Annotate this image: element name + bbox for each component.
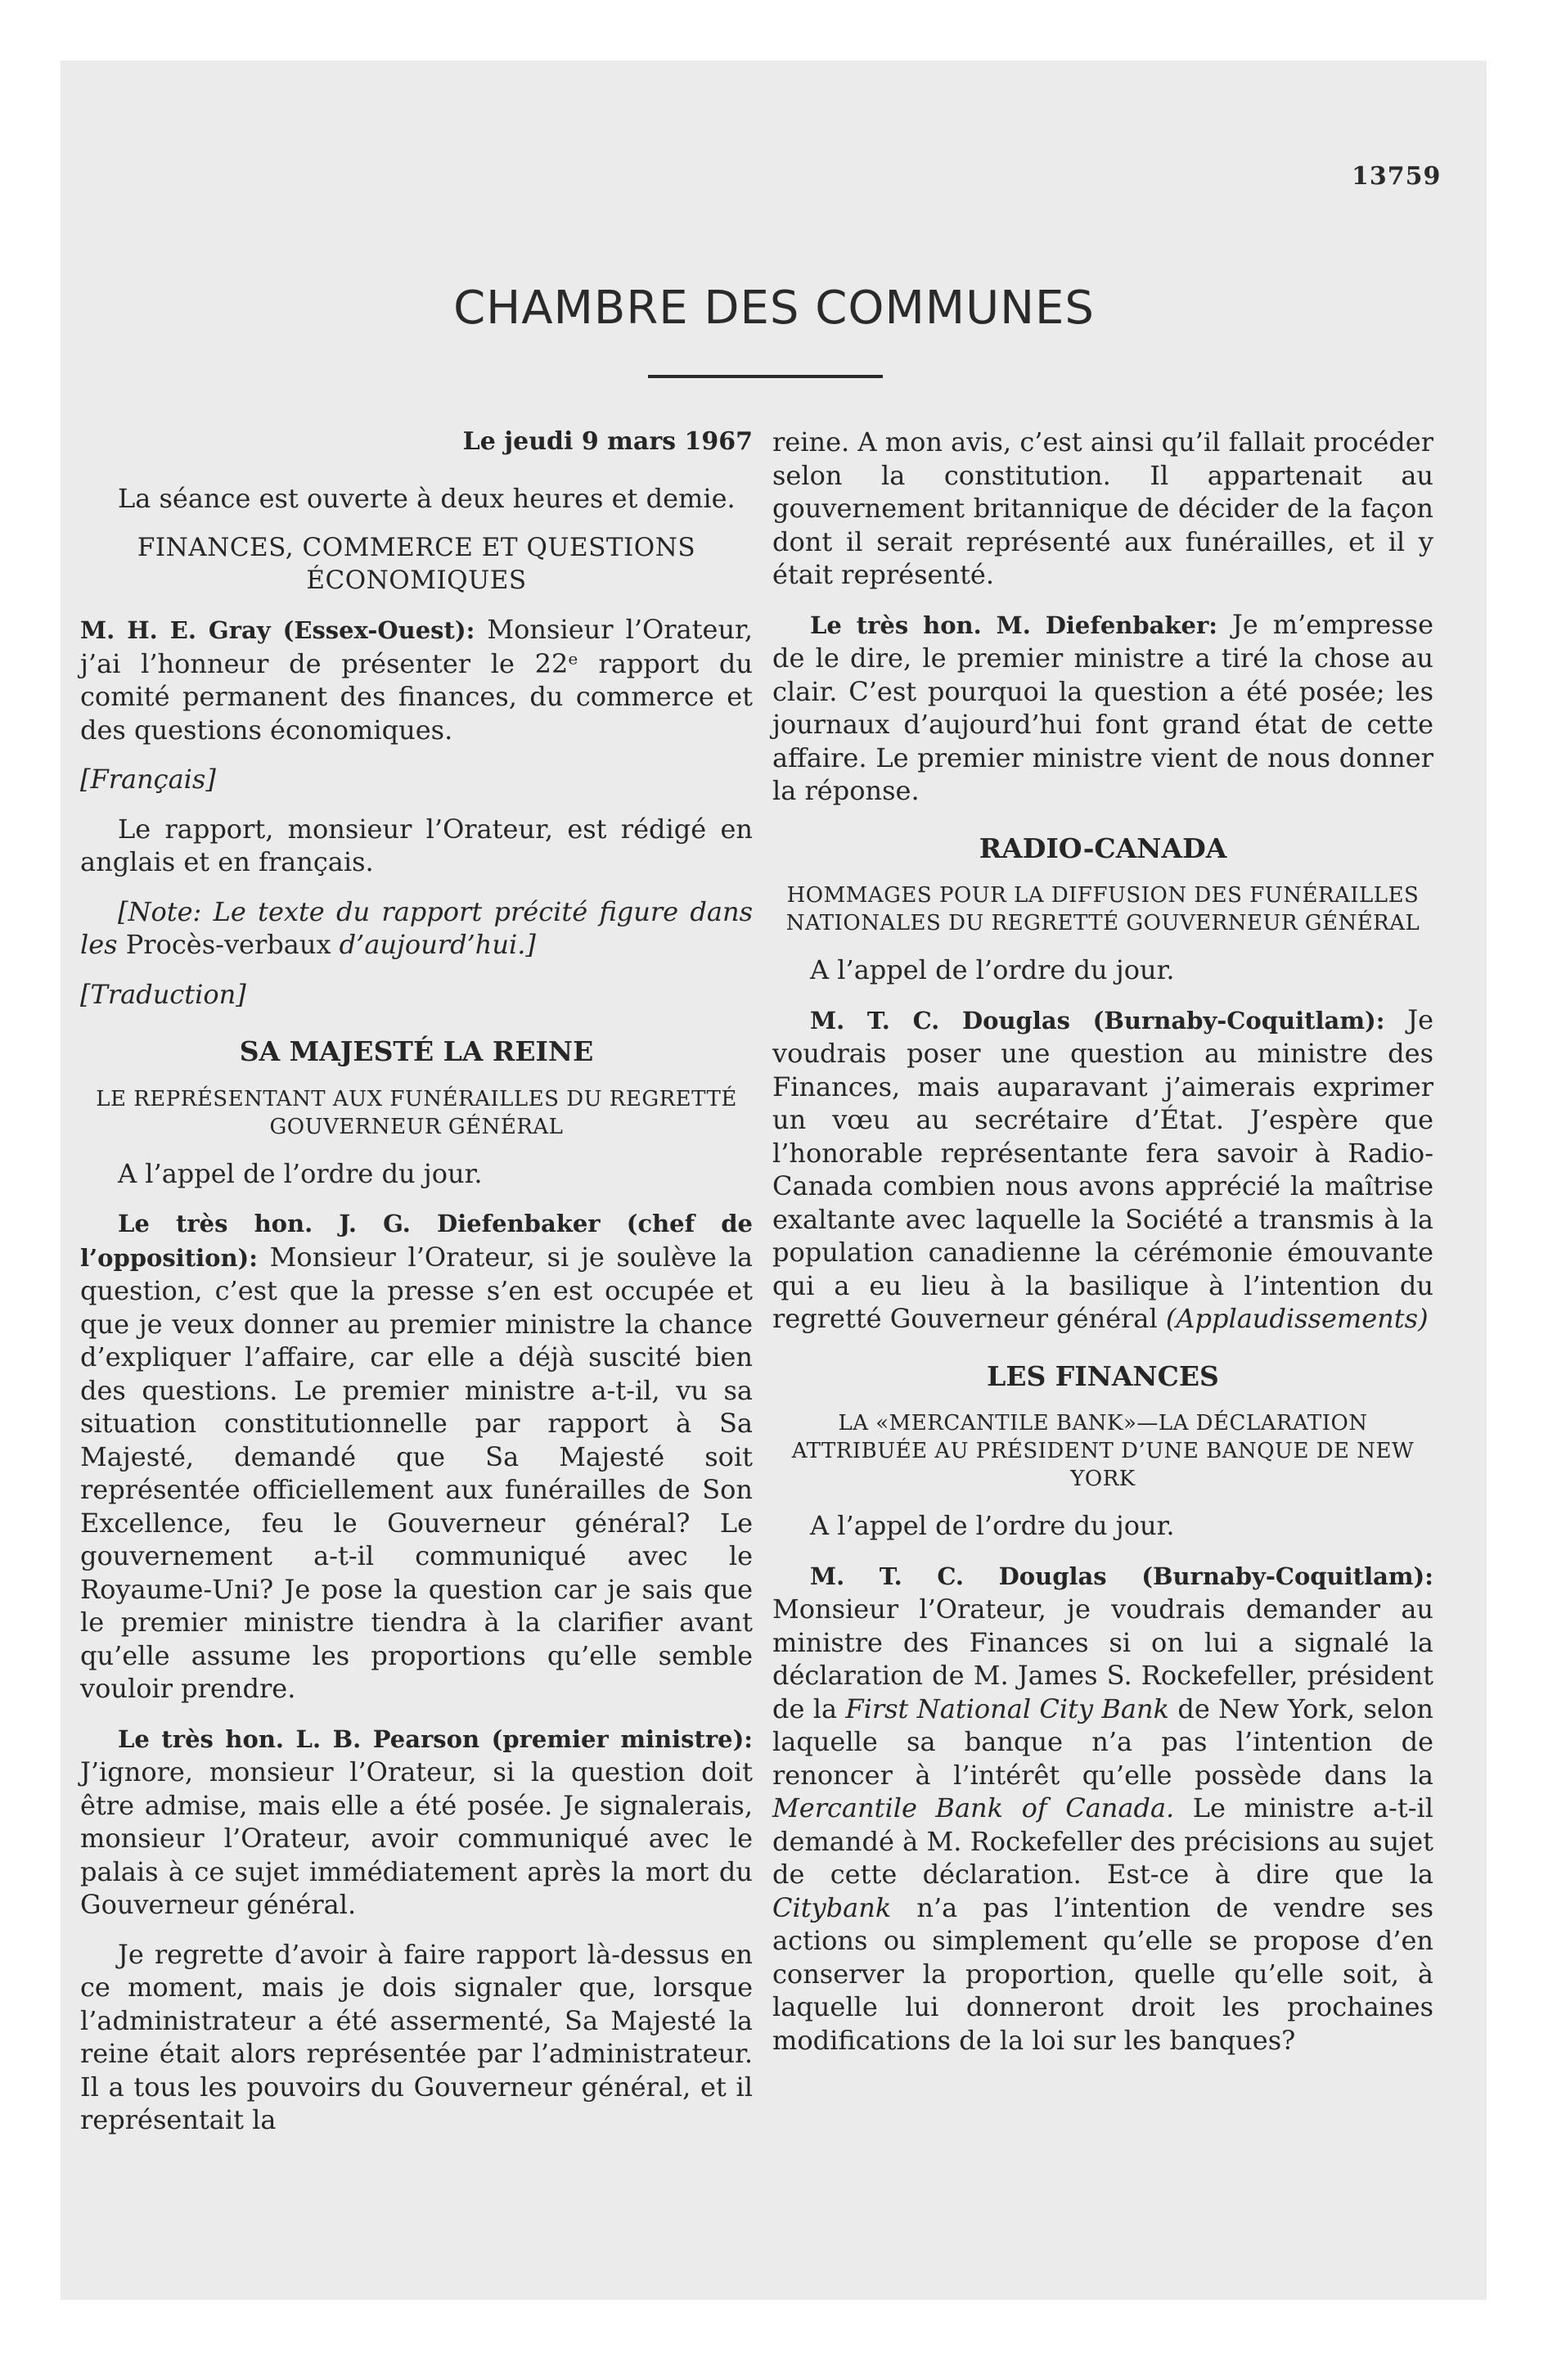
order-of-day: A l’appel de l’ordre du jour. xyxy=(810,954,1175,985)
note-paragraph xyxy=(80,895,753,962)
speaker-name: Le très hon. L. B. Pearson (premier ministre): xyxy=(118,1724,753,1753)
language-tag-francais: [Français] xyxy=(80,764,216,795)
page-number: 13759 xyxy=(1352,162,1442,191)
speech-text: Je voudrais poser une question au ministre des Finances, mais auparavant j’aimerais exprimer un vœu au secrétaire d’État. J’espère que l’honorable représentante fera savoir à Radio-Canada combien nous avons apprécié la maîtrise exaltante avec laquelle la Société a transmis à la population canadienne la cérémonie émouvante qui a eu lieu à la basilique à l’intention du regretté Gouverneur général xyxy=(772,1003,1433,1334)
speech-text: Le ministre a-t-il demandé à M. Rockefeller des précisions au sujet de cette déclaration. Est-ce à dire que la xyxy=(772,1792,1433,1890)
speech-text: Monsieur l’Orateur, je voudrais demander au ministre des Finances si on lui a signalé la déclaration de M. James S. Rockefeller, président de la xyxy=(772,1593,1433,1724)
paragraph-douglas-2 xyxy=(772,1559,1433,2058)
note-proces-verbaux: Procès-verbaux xyxy=(125,929,331,960)
left-column xyxy=(80,426,753,2153)
order-of-day: A l’appel de l’ordre du jour. xyxy=(810,1510,1175,1541)
applause: (Applaudissements) xyxy=(1165,1303,1429,1334)
note-open: [Note: Le texte du rapport précité figure dans les xyxy=(80,895,753,960)
subheading-representant: LE REPRÉSENTANT AUX FUNÉRAILLES DU REGRETTÉ GOUVERNEUR GÉNÉRAL xyxy=(96,1086,737,1139)
page-title: CHAMBRE DES COMMUNES xyxy=(453,282,1095,335)
subheading-mercantile: LA «MERCANTILE BANK»—LA DÉCLARATION ATTRIBUÉE AU PRÉSIDENT D’UNE BANQUE DE NEW YORK xyxy=(791,1411,1415,1491)
paragraph-rapport: Le rapport, monsieur l’Orateur, est rédigé en anglais et en français. xyxy=(80,813,753,877)
speech-text: Je m’empresse de le dire, le premier ministre a tiré la chose au clair. C’est pourquoi la question a été posée; les journaux d’aujourd’hui font grand état de cette affaire. Le premier ministre vient de nous donner la réponse. xyxy=(772,608,1433,806)
bank-name: Mercantile Bank of Canada. xyxy=(772,1792,1175,1823)
paragraph-regrette: Je regrette d’avoir à faire rapport là-dessus en ce moment, mais je dois signaler que, lorsque l’administrateur a été assermenté, Sa Majesté la reine était alors représentée par l’administrateur. Il a tous les pouvoirs du Gouverneur général, et il représentait la xyxy=(80,1938,753,2135)
speech-text: J’ignore, monsieur l’Orateur, si la question doit être admise, mais elle a été posée. Je signalerais, monsieur l’Orateur, avoir communiqué avec le palais à ce sujet immédiatement après la mort du Gouverneur général. xyxy=(80,1756,753,1920)
speech-text: de New York, selon laquelle sa banque n’a pas l’intention de renoncer à l’intérêt qu’elle possède dans la xyxy=(772,1693,1433,1791)
speaker-name: Le très hon. J. G. Diefenbaker (chef de l’opposition): xyxy=(80,1210,753,1272)
heading-les-finances: LES FINANCES xyxy=(987,1359,1219,1392)
speaker-name: Le très hon. M. Diefenbaker: xyxy=(810,611,1217,639)
paragraph-diefenbaker xyxy=(80,1206,753,1706)
heading-sa-majeste: SA MAJESTÉ LA REINE xyxy=(239,1035,594,1067)
speech-text: Monsieur l’Orateur, si je soulève la question, c’est que la presse s’en est occupée et que je veux donner au premier ministre la chance d’expliquer l’affaire, car elle a déjà suscité bien des questions. Le premier ministre a-t-il, vu sa situation constitutionnelle par rapport à Sa Majesté, demandé que Sa Majesté soit représentée officiellement aux funérailles de Son Excellence, feu le Gouverneur général? Le gouvernement a-t-il communiqué avec le Royaume-Uni? Je pose la question car je sais que le premier ministre tiendra à la clarifier avant qu’elle assume les proportions qu’elle semble vouloir prendre. xyxy=(80,1241,753,1704)
heading-finances-commerce: FINANCES, COMMERCE ET QUESTIONS ÉCONOMIQUES xyxy=(137,533,696,595)
speaker-name: M. H. E. Gray (Essex-Ouest): xyxy=(80,616,475,644)
subheading-hommages: HOMMAGES POUR LA DIFFUSION DES FUNÉRAILLES NATIONALES DU REGRETTÉ GOUVERNEUR GÉNÉRAL xyxy=(785,883,1420,935)
opening-paragraph: La séance est ouverte à deux heures et demie. xyxy=(118,482,736,514)
heading-radio-canada: RADIO-CANADA xyxy=(979,832,1227,864)
sitting-date: Le jeudi 9 mars 1967 xyxy=(462,427,753,456)
speech-text: Monsieur l’Orateur, j’ai l’honneur de présenter le 22ᵉ rapport du comité permanent des finances, du commerce et des questions économiques. xyxy=(80,614,753,746)
note-close: d’aujourd’hui.] xyxy=(331,929,536,960)
bank-name: First National City Bank xyxy=(845,1693,1169,1724)
paragraph-reine: reine. A mon avis, c’est ainsi qu’il fallait procéder selon la constitution. Il appartenait au gouvernement britannique de décider de la façon dont il serait représenté aux funérailles, et il y était représenté. xyxy=(772,426,1433,590)
paragraph-douglas-1 xyxy=(772,1003,1433,1336)
bank-name: Citybank xyxy=(772,1891,892,1923)
paragraph-pearson xyxy=(80,1722,753,1922)
speaker-name: M. T. C. Douglas (Burnaby-Coquitlam): xyxy=(810,1562,1433,1590)
paragraph-gray xyxy=(80,613,753,746)
order-of-day: A l’appel de l’ordre du jour. xyxy=(118,1157,483,1189)
language-tag-traduction: [Traduction] xyxy=(80,978,246,1010)
title-rule xyxy=(648,375,883,378)
speaker-name: M. T. C. Douglas (Burnaby-Coquitlam): xyxy=(810,1006,1385,1034)
right-column xyxy=(772,426,1433,2073)
speech-text: n’a pas l’intention de vendre ses actions ou simplement qu’elle se propose d’en conserver la proportion, quelle qu’elle soit, à laquelle lui donneront droit les prochaines modifications de la loi sur les banques? xyxy=(772,1891,1433,2056)
paragraph-diefenbaker-2 xyxy=(772,608,1433,808)
